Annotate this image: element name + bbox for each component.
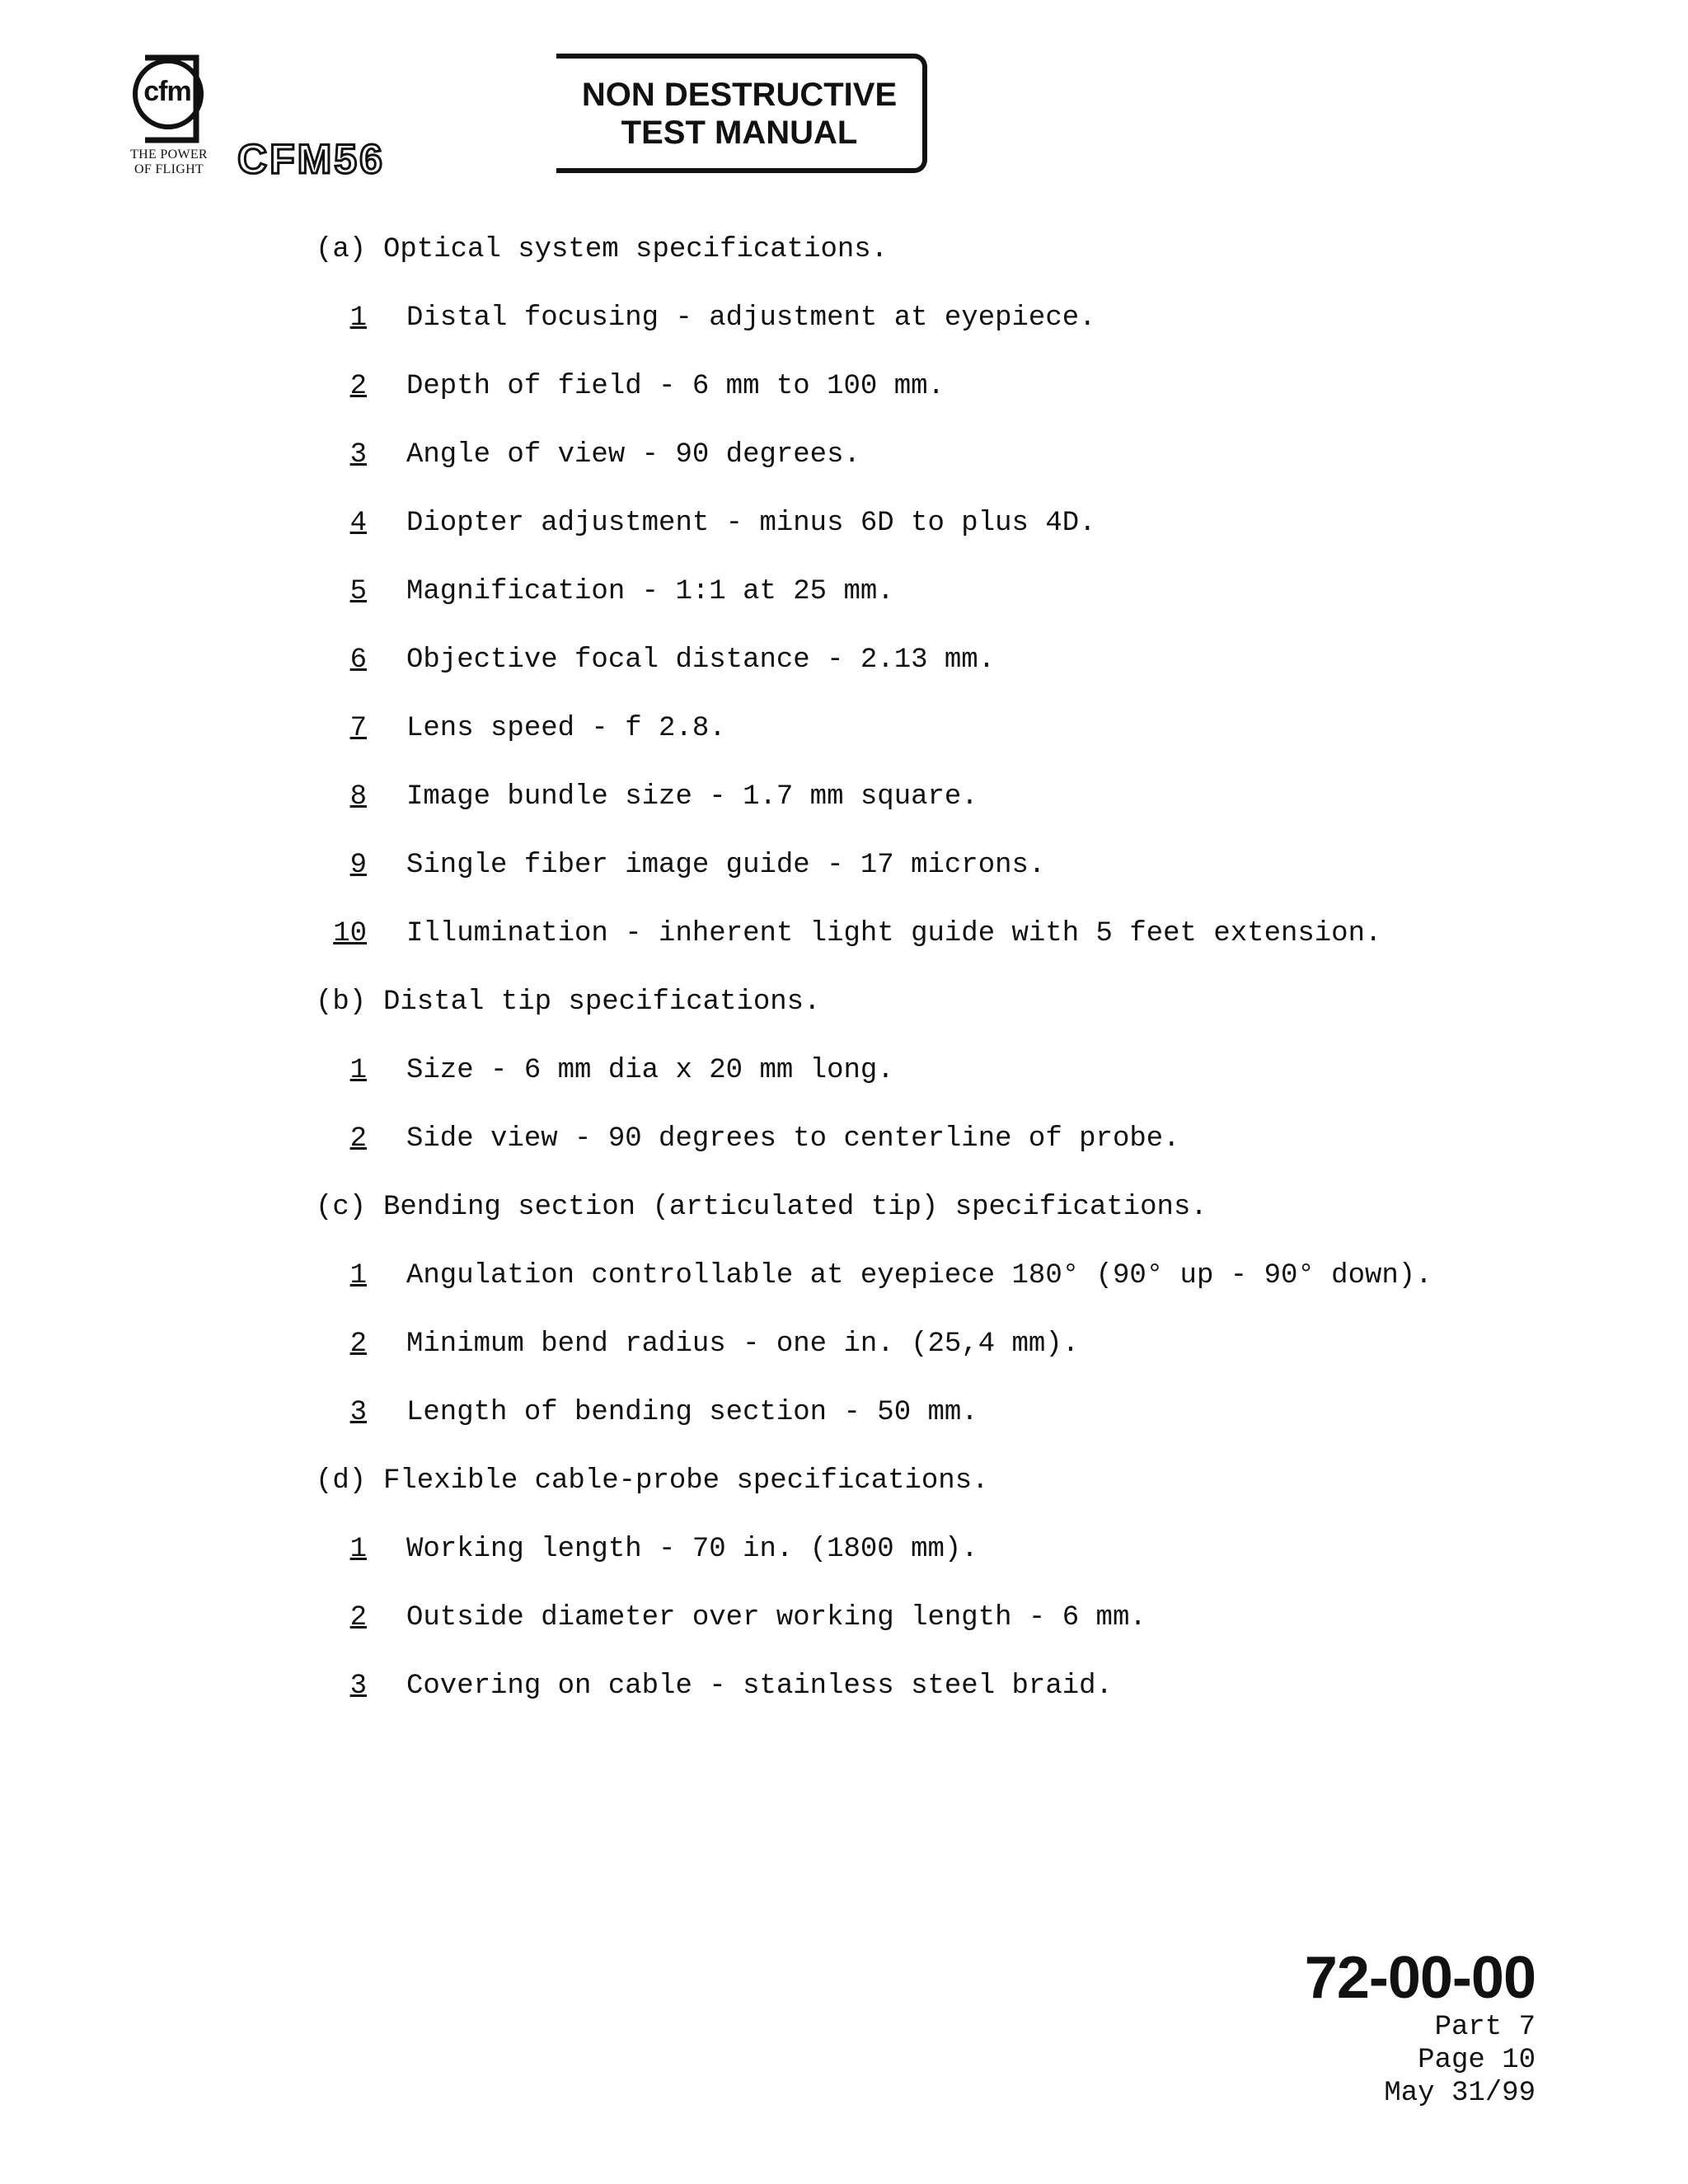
logo-mark-text: cfm [143,76,191,107]
list-item [316,301,1536,335]
item-number [316,438,394,472]
section-title: Distal tip specifications. [383,987,821,1018]
section-letter: (d) [316,1465,367,1497]
item-text: Illumination - inherent light guide with 5 feet extension. [406,918,1382,949]
section-title: Optical system specifications. [383,234,889,265]
section-letter: (a) [316,234,367,265]
item-number-text: 4 [349,508,367,539]
list-item [316,1395,1536,1430]
list-item [316,643,1536,677]
manual-title-line-1: NON DESTRUCTIVE [581,76,898,113]
item-number [316,848,394,883]
item-number-text: 9 [349,850,367,881]
item-number-text: 10 [333,918,367,949]
list-item [316,438,1536,472]
list-item [316,1532,1536,1567]
item-text: Angle of view - 90 degrees. [406,439,860,471]
section-item-list [316,1258,1536,1430]
item-number-text: 3 [349,1671,367,1702]
item-text: Distal focusing - adjustment at eyepiece. [406,302,1096,334]
item-number [316,1258,394,1293]
item-text: Minimum bend radius - one in. (25,4 mm). [406,1329,1080,1360]
item-text: Single fiber image guide - 17 microns. [406,850,1046,881]
revision-date: May 31/99 [1384,2078,1536,2109]
item-number-text: 3 [349,1397,367,1428]
item-number [316,1327,394,1361]
section-heading [316,1190,1536,1225]
item-number-text: 1 [349,1260,367,1291]
section-title: Bending section (articulated tip) specifications. [383,1192,1207,1223]
manual-title-box [556,54,927,173]
item-number-text: 2 [349,1123,367,1155]
list-item [316,1258,1536,1293]
item-number [316,1395,394,1430]
document-number: 72-00-00 [1304,1945,1536,2011]
item-number [316,574,394,609]
logo-tagline [128,148,210,177]
item-text: Lens speed - f 2.8. [406,713,726,744]
item-number-text: 1 [349,1055,367,1086]
tagline-line-1: THE POWER [130,148,208,162]
engine-model-logo: CFM56 [237,136,385,182]
item-number [316,1669,394,1704]
item-number [316,1053,394,1088]
section-item-list [316,1053,1536,1156]
list-item [316,506,1536,541]
list-item [316,1053,1536,1088]
section-letter: (b) [316,987,367,1018]
item-number-text: 8 [349,781,367,813]
item-number [316,1601,394,1635]
section-title: Flexible cable-probe specifications. [383,1465,989,1497]
section-letter: (c) [316,1192,367,1223]
item-text: Size - 6 mm dia x 20 mm long. [406,1055,894,1086]
item-number [316,916,394,951]
list-item [316,1669,1536,1704]
section-heading [316,1464,1536,1498]
section-heading [316,232,1536,267]
item-number [316,780,394,814]
list-item [316,1601,1536,1635]
item-number [316,369,394,404]
cfm-logo-mark [130,51,204,146]
item-number-text: 2 [349,1329,367,1360]
section-item-list [316,1532,1536,1704]
item-text: Objective focal distance - 2.13 mm. [406,644,996,676]
item-number [316,301,394,335]
item-text: Magnification - 1:1 at 25 mm. [406,576,894,607]
list-item [316,711,1536,746]
item-text: Angulation controllable at eyepiece 180° (90° up - 90° down). [406,1260,1432,1291]
item-text: Diopter adjustment - minus 6D to plus 4D. [406,508,1096,539]
item-text: Side view - 90 degrees to centerline of probe. [406,1123,1180,1155]
list-item [316,369,1536,404]
item-number [316,1532,394,1567]
list-item [316,574,1536,609]
item-number [316,643,394,677]
section-heading [316,985,1536,1019]
item-number-text: 7 [349,713,367,744]
item-number-text: 5 [349,576,367,607]
item-number [316,506,394,541]
item-text: Image bundle size - 1.7 mm square. [406,781,978,813]
list-item [316,780,1536,814]
item-number-text: 2 [349,371,367,402]
item-text: Working length - 70 in. (1800 mm). [406,1534,978,1565]
company-logo [128,51,210,177]
item-text: Depth of field - 6 mm to 100 mm. [406,371,945,402]
tagline-line-2: OF FLIGHT [134,162,204,176]
item-number-text: 3 [349,439,367,471]
item-number-text: 1 [349,302,367,334]
page-number: Page 10 [1418,2045,1536,2076]
specifications-content [316,232,1536,1737]
item-number-text: 2 [349,1602,367,1633]
item-text: Covering on cable - stainless steel braid. [406,1671,1113,1702]
item-number-text: 6 [349,644,367,676]
item-number [316,711,394,746]
part-label: Part 7 [1434,2012,1536,2043]
item-text: Length of bending section - 50 mm. [406,1397,978,1428]
list-item [316,1122,1536,1156]
list-item [316,916,1536,951]
page-footer [1305,1945,1536,2110]
item-number [316,1122,394,1156]
item-text: Outside diameter over working length - 6 mm. [406,1602,1146,1633]
list-item [316,1327,1536,1361]
item-number-text: 1 [349,1534,367,1565]
manual-title-line-2: TEST MANUAL [621,114,858,151]
section-item-list [316,301,1536,951]
list-item [316,848,1536,883]
